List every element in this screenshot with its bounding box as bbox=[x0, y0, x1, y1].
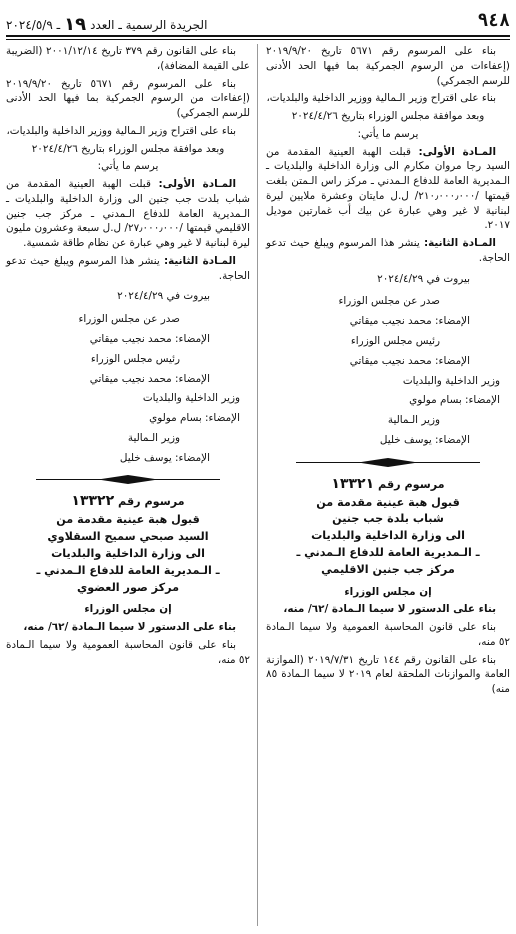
decrees-line: يرسم ما يأتي: bbox=[357, 127, 419, 140]
decree-title-line: شباب بلدة جب جنين bbox=[332, 512, 444, 526]
left-column bbox=[6, 44, 250, 670]
signature-line: وزير الـمالية bbox=[127, 431, 180, 444]
decree-title-line: الى وزارة الداخلية والبلديات bbox=[51, 546, 205, 560]
decree-number: ١٣٣٢٢ bbox=[71, 493, 115, 510]
signature-line: الإمضاء: بسام مولوي bbox=[409, 394, 500, 407]
decree-title-line: مركز صور العضوي bbox=[76, 580, 180, 594]
signature-line: صدر عن مجلس الوزراء bbox=[338, 295, 440, 308]
page-header bbox=[6, 4, 510, 34]
right-column bbox=[266, 44, 510, 700]
decree-title-line: السيد صبحي سميح السقلاوي bbox=[47, 530, 209, 544]
header-rule-thin bbox=[6, 39, 510, 40]
article-one-label: المـادة الأولى: bbox=[418, 145, 497, 158]
section-separator bbox=[6, 473, 250, 487]
signature-line: وزير الداخلية والبلديات bbox=[402, 374, 500, 387]
preamble-paragraph: بناء على المرسوم رقم ٥٦٧١ تاريخ ٢٠١٩/٩/٢٠ (إعفاءات من الرسوم الجمركية بما فيها الحد الأدنى للرسم الجمركي) bbox=[266, 45, 510, 87]
decree-title-line: ـ الـمديرية العامة للدفاع الـمدني ـ bbox=[296, 546, 480, 559]
decrees-line: يرسم ما يأتي: bbox=[97, 160, 159, 173]
signature-line: وزير الداخلية والبلديات bbox=[142, 392, 240, 405]
issue-date: ـ ٢٠٢٤/٥/٩ bbox=[6, 17, 61, 32]
place-date: بيروت في ٢٠٢٤/٤/٢٩ bbox=[377, 272, 470, 285]
council-heading: إن مجلس الوزراء bbox=[344, 585, 432, 598]
signature-line: الإمضاء: محمد نجيب ميقاتي bbox=[89, 372, 210, 385]
preamble-paragraph: بناء على قانون المحاسبة العمومية ولا سيما الـمادة ٥٢ منه، bbox=[266, 621, 510, 648]
signature-line: صدر عن مجلس الوزراء bbox=[78, 313, 180, 326]
signature-line: الإمضاء: محمد نجيب ميقاتي bbox=[89, 333, 210, 346]
article-one bbox=[6, 177, 250, 251]
signature-line: وزير الـمالية bbox=[387, 414, 440, 427]
header-rule bbox=[6, 35, 510, 37]
council-heading: إن مجلس الوزراء bbox=[84, 603, 172, 616]
gazette-issue bbox=[6, 16, 207, 34]
decree-title-line: قبول هبة عينية مقدمة من bbox=[56, 513, 200, 527]
section-separator bbox=[266, 456, 510, 470]
signature-line: الإمضاء: بسام مولوي bbox=[149, 412, 240, 425]
article-two-text: ينشر هذا المرسوم ويبلغ حيث تدعو الحاجة. bbox=[266, 237, 510, 264]
preamble-paragraph: بناء على اقتراح وزير الـمالية ووزير الداخلية والبلديات، bbox=[6, 124, 236, 137]
decree-title-line: الى وزارة الداخلية والبلديات bbox=[311, 529, 465, 543]
signature-line: رئيس مجلس الوزراء bbox=[350, 335, 440, 348]
article-one bbox=[266, 145, 510, 234]
preamble-paragraph: بناء على الدستور لا سيما الـمادة /٦٢/ منه، bbox=[283, 603, 496, 616]
article-two bbox=[6, 254, 250, 284]
decree-title bbox=[6, 491, 250, 596]
decree-title-line: مركز جب جنين الاقليمي bbox=[321, 562, 455, 576]
preamble-paragraph: بناء على القانون رقم ١٤٤ تاريخ ٢٠١٩/٧/٣١ (الموازنة العامة والموازنات الملحقة لعام ٢٠١٩ لا سيما الـمادة ٨٥ منه) bbox=[266, 653, 510, 696]
article-two-label: المـادة الثانية: bbox=[163, 254, 236, 267]
signature-line: رئيس مجلس الوزراء bbox=[90, 352, 180, 365]
decree-title-line: قبول هبة عينية مقدمة من bbox=[316, 495, 460, 509]
decree-prefix: مرسوم رقم bbox=[118, 495, 185, 509]
preamble-paragraph: بناء على المرسوم رقم ٥٦٧١ تاريخ ٢٠١٩/٩/٢٠ (إعفاءات من الرسوم الجمركية بما فيها الحد الأدنى للرسم الجمركي) bbox=[6, 77, 250, 120]
page-number: ٩٤٨ bbox=[477, 10, 510, 32]
approval-paragraph: وبعد موافقة مجلس الوزراء بتاريخ ٢٠٢٤/٤/٢٦ bbox=[31, 142, 225, 155]
article-one-text: قبلت الهبة العينية المقدمة من شباب بلدت جب جنين الى وزارة الداخلية والبلديات ـ الـمديرية العامة للدفاع الـمدني ـ مركز جب جنين الاقليمي قيمتها /٢٧٫٠٠٠٫٠٠٠/ ل.ل سبعة وعشرون مليون ليرة لبنانية لا غير وهي عبارة عن نظام طاقة شمسية. bbox=[6, 178, 250, 250]
article-one-text: قبلت الهبة العينية المقدمة من السيد رجا مروان مكارم الى وزارة الداخلية والبلديات ـ الـمديرية العامة للدفاع الـمدني ـ مركز راس الـمتن بلغت قيمتها /٢١٠٫٠٠٠٫٠٠٠/ ل.ل مايتان وعشرة ملايين ليرة لبنانية لا غير وهي عبارة عن بيك أب غمارتين موديل ٢٠١٧. bbox=[266, 145, 510, 232]
article-one-label: المـادة الأولى: bbox=[158, 178, 237, 191]
preamble-paragraph: بناء على اقتراح وزير الـمالية ووزير الداخلية والبلديات، bbox=[266, 92, 496, 105]
signature-line: الإمضاء: محمد نجيب ميقاتي bbox=[349, 315, 470, 328]
article-two bbox=[266, 236, 510, 266]
preamble-paragraph: بناء على الدستور لا سيما الـمادة /٦٢/ منه، bbox=[23, 621, 236, 634]
signature-line: الإمضاء: يوسف خليل bbox=[379, 433, 470, 446]
decree-prefix: مرسوم رقم bbox=[378, 477, 445, 491]
article-two-label: المـادة الثانية: bbox=[423, 237, 496, 250]
decree-number: ١٣٣٢١ bbox=[331, 475, 375, 492]
decree-title-line: ـ الـمديرية العامة للدفاع الـمدني ـ bbox=[36, 563, 220, 577]
decree-title bbox=[266, 474, 510, 579]
preamble-paragraph: بناء على قانون المحاسبة العمومية ولا سيما الـمادة ٥٢ منه، bbox=[6, 638, 250, 666]
signature-line: الإمضاء: محمد نجيب ميقاتي bbox=[349, 354, 470, 367]
issue-number: ١٩ bbox=[64, 14, 87, 35]
signature-line: الإمضاء: يوسف خليل bbox=[119, 451, 210, 464]
column-divider bbox=[257, 44, 258, 926]
place-date: بيروت في ٢٠٢٤/٤/٢٩ bbox=[117, 290, 210, 303]
gazette-name: الجريدة الرسمية ـ العدد bbox=[90, 17, 208, 32]
approval-paragraph: وبعد موافقة مجلس الوزراء بتاريخ ٢٠٢٤/٤/٢٦ bbox=[291, 110, 485, 123]
preamble-paragraph: بناء على القانون رقم ٣٧٩ تاريخ ٢٠٠١/١٢/١٤ (الضريبة على القيمة المضافة)، bbox=[6, 45, 250, 72]
article-two-text: ينشر هذا المرسوم ويبلغ حيث تدعو الحاجة. bbox=[6, 254, 250, 282]
